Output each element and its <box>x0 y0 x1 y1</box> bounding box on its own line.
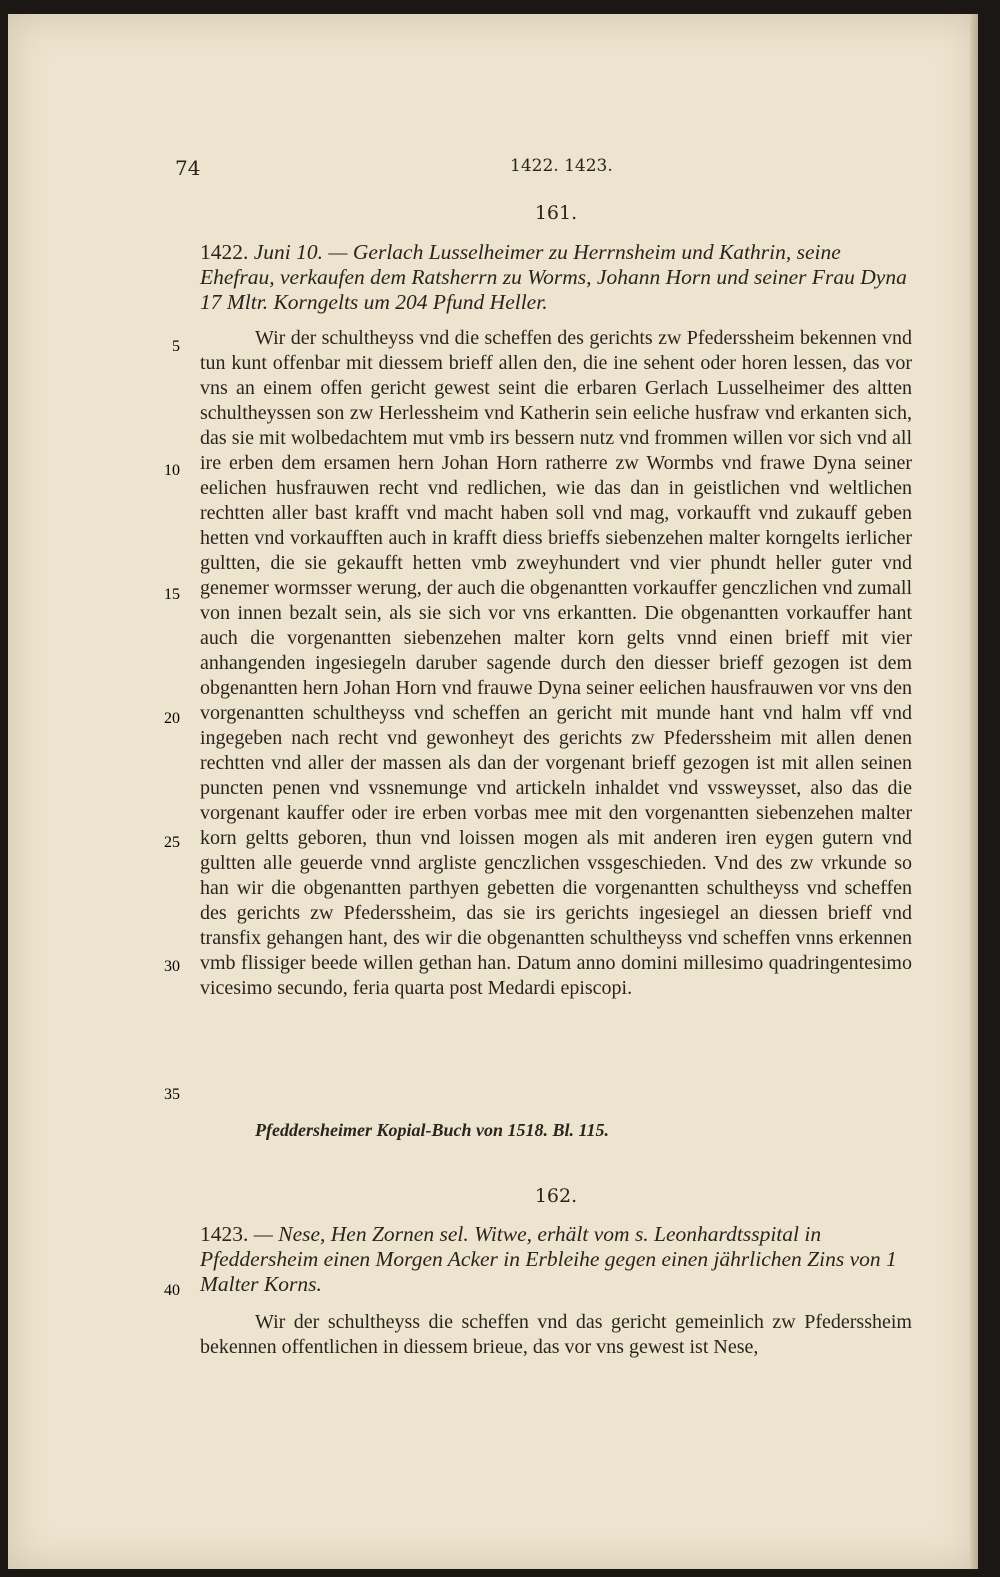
page-header <box>175 152 912 182</box>
line-number: 25 <box>164 834 180 851</box>
document-number: 162. <box>534 1185 578 1207</box>
document-paragraph: Wir der schultheyss vnd die scheffen des gerichts zw Pfederssheim bekennen vnd tun kunt offenbar mit diessem brieff allen den, die ine sehent oder horen lessen, das vor vns an einem offen gericht gewest seint die erbaren Gerlach Lusselheimer des altten schultheyssen son zw Herlessheim vnd Katherin sein eeliche husfraw vnd erkanten sich, das sie mit wolbedachtem mut vmb irs bessern nutz vnd frommen willen vor sich vnd all ire erben dem ersamen hern Johan Horn ratherre zw Wormbs vnd frawe Dyna seiner eelichen husfrauwen recht vnd redlichen, wie das dan in geistlichen vnd weltlichen rechtten aller bast krafft vnd macht haben soll vnd mag, vorkaufft vnd zukauff geben hetten vnd vorkaufften auch in krafft diess brieffs siebenzehen malter korngelts ierlicher gultten, die sie gekaufft hetten vmb zweyhundert vnd vier phundt heller guter vnd genemer wormsser werung, der auch die obgenantten vorkauffer genczlichen vnd zumall von innen bezalt sein, als sie sich vor vns erkantten. Die obgenantten vorkauffer hant auch die vorgenantten siebenzehen malter korn gelts vnnd einen brieff mit vier anhangenden ingesiegeln daruber sagende durch den diesser brieff gezogen ist dem obgenantten hern Johan Horn vnd frauwe Dyna seiner eelichen hausfrauwen vor vns den vorgenantten schultheyss vnd scheffen an gericht mit munde hant vnd halm vff vnd ingegeben nach recht vnd gewonheyt des gerichts zw Pfederssheim mit allen denen rechtten vnd aller der massen als dan der vorgenant brieff gezogen ist mit allen seinen puncten penen vnd vssnemunge vnd artickeln inhaldet vnd vssweysset, also das die vorgenant kauffer oder ire erben vorbas mee mit den vorgenantten siebenzehen malter korn geltts geboren, thun vnd loissen mogen als mit anderen iren eygen gutern vnd gultten alle geuerde vnnd argliste genczlichen vssgeschieden. Vnd des zw vrkunde so han wir die obgenantten parthyen gebetten die vorgenantten schultheyss vnd scheffen des gerichts zw Pfederssheim, das sie irs gerichts ingesiegel an diessen brieff vnd transfix gehangen hant, des wir die obgenantten schultheyss vnd scheffen vnns erkennen vmb flissiger beede willen gethan han. Datum anno domini millesimo quadringentesimo vicesimo secundo, feria quarta post Medardi episcopi. <box>200 327 912 999</box>
document-year: 1423. <box>200 1222 249 1246</box>
line-number: 15 <box>164 586 180 603</box>
line-number: 30 <box>164 958 180 975</box>
document-paragraph: Wir der schultheyss die scheffen vnd das gericht gemeinlich zw Pfederssheim bekennen offentlichen in diessem brieue, das vor vns gewest ist Nese, <box>200 1311 912 1358</box>
document-summary-text: Juni 10. — Gerlach Lusselheimer zu Herrnsheim und Kathrin, seine Ehefrau, verkaufen dem Ratsherrn zu Worms, Johann Horn und seiner Frau Dyna 17 Mltr. Korngelts um 204 Pfund Heller. <box>200 240 907 314</box>
document-summary <box>200 240 912 315</box>
page-number: 74 <box>175 156 201 180</box>
document-summary-text: — Nese, Hen Zornen sel. Witwe, erhält vom s. Leonhardtsspital in Pfeddersheim einen Morgen Acker in Erbleihe gegen einen jährlichen Zins von 1 Malter Korns. <box>200 1222 897 1296</box>
line-number: 35 <box>164 1086 180 1103</box>
document-text <box>200 326 912 1001</box>
line-number: 20 <box>164 710 180 727</box>
page-edge <box>970 14 978 1569</box>
document-summary <box>200 1222 912 1297</box>
running-head: 1422. 1423. <box>510 156 613 176</box>
line-number: 5 <box>172 338 180 355</box>
line-number: 10 <box>164 462 180 479</box>
document-text <box>200 1310 912 1360</box>
source-citation: Pfeddersheimer Kopial-Buch von 1518. Bl. 115. <box>255 1120 610 1140</box>
document-year: 1422. <box>200 240 249 264</box>
document-number: 161. <box>534 202 578 224</box>
line-number: 40 <box>164 1282 180 1299</box>
